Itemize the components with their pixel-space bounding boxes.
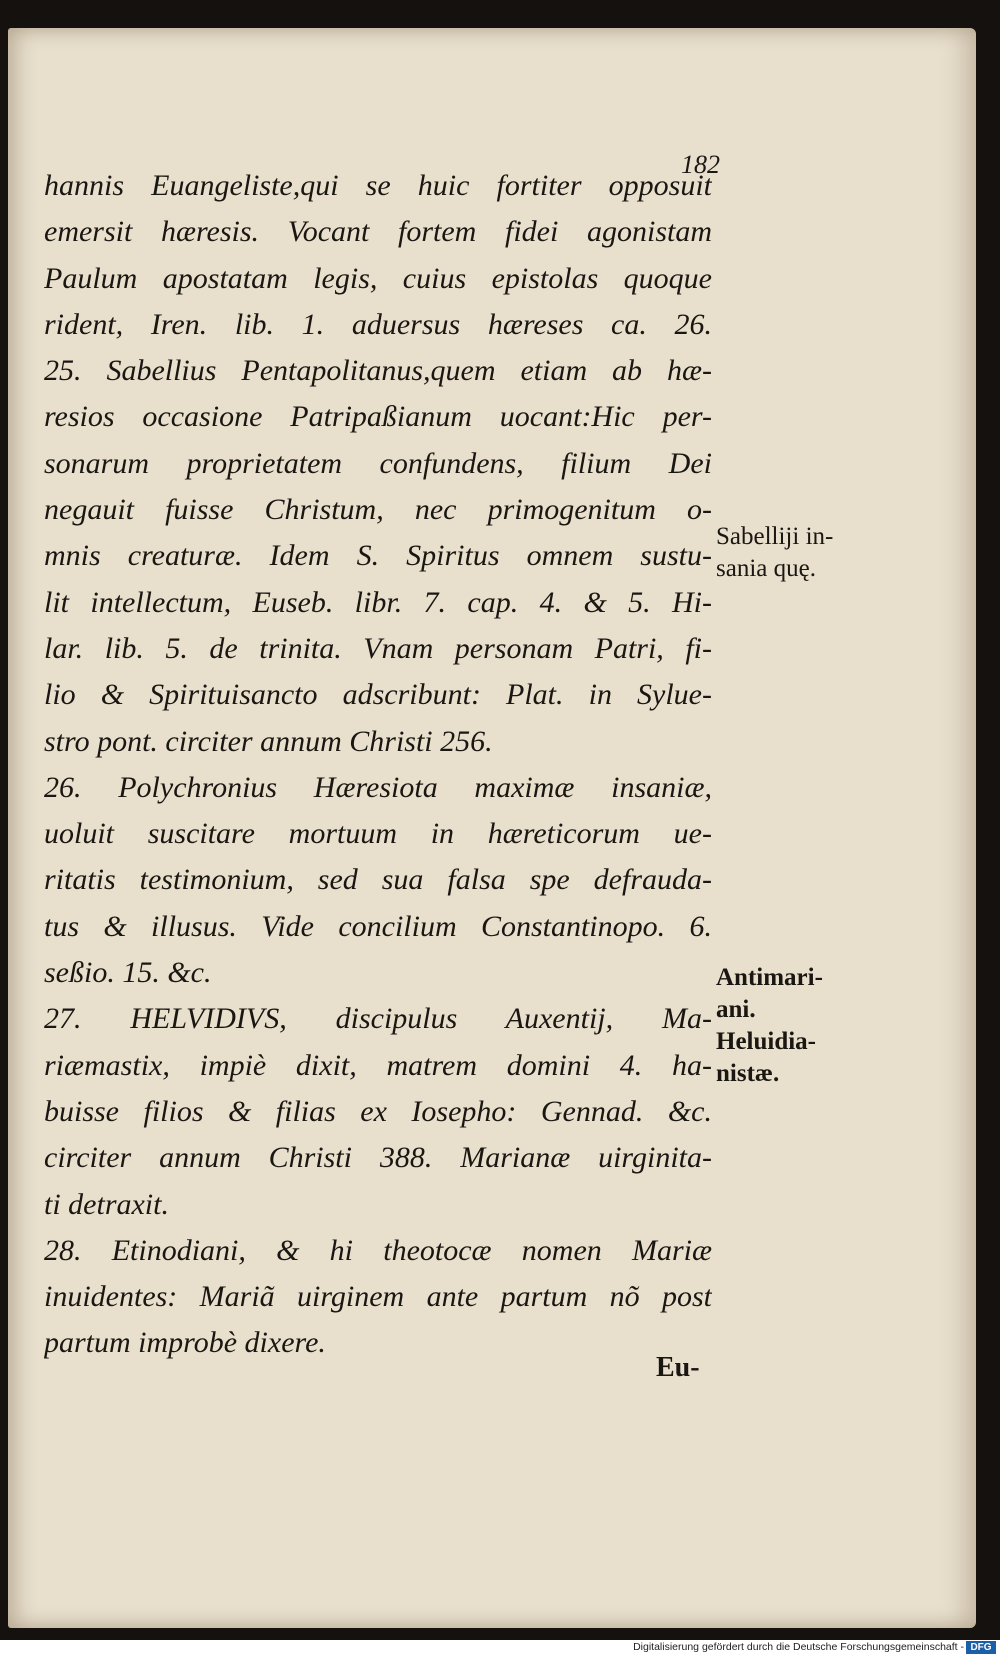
margin-line: ani. bbox=[716, 996, 756, 1023]
text-line: emersit hæresis. Vocant fortem fidei agonistam bbox=[44, 215, 712, 249]
text-line: riæmastix, impiè dixit, matrem domini 4. ha- bbox=[44, 1048, 712, 1082]
margin-line: Sabelliji in- bbox=[716, 523, 834, 550]
text-line: buisse filios & filias ex Iosepho: Gennad. &c. bbox=[44, 1094, 712, 1128]
text-line: ti detraxit. bbox=[44, 1187, 169, 1221]
text-line: mnis creaturæ. Idem S. Spiritus omnem sustu- bbox=[44, 539, 712, 573]
margin-line: Antimari- bbox=[716, 964, 823, 991]
margin-line: sania quę. bbox=[716, 555, 816, 582]
dfg-logo-icon: DFG bbox=[966, 1641, 996, 1654]
text-line: ritatis testimonium, sed sua falsa spe defrauda- bbox=[44, 863, 712, 897]
text-line: rident, Iren. lib. 1. aduersus hæreses ca. 26. bbox=[44, 307, 712, 341]
text-line: Paulum apostatam legis, cuius epistolas quoque bbox=[44, 261, 712, 295]
text-line: negauit fuisse Christum, nec primogenitum o- bbox=[44, 493, 712, 527]
text-line: lar. lib. 5. de trinita. Vnam personam Patri, fi- bbox=[44, 631, 712, 665]
text-line: partum improbè dixere. bbox=[44, 1326, 326, 1360]
text-line: 28. Etinodiani, & hi theotocæ nomen Mariæ bbox=[44, 1233, 712, 1267]
text-line: tus & illusus. Vide concilium Constantinopo. 6. bbox=[44, 909, 712, 943]
body-text bbox=[44, 163, 712, 1367]
text-line: 26. Polychronius Hæresiota maximæ insaniæ, bbox=[44, 770, 712, 804]
page-number: 182 bbox=[681, 150, 720, 179]
text-line: uoluit suscitare mortuum in hæreticorum ue- bbox=[44, 817, 712, 851]
text-line: hannis Euangeliste,qui se huic fortiter opposuit bbox=[44, 169, 712, 202]
margin-line: Heluidia- bbox=[716, 1028, 817, 1055]
text-line: circiter annum Christi 388. Marianæ uirginita- bbox=[44, 1141, 712, 1175]
text-line: 25. Sabellius Pentapolitanus,quem etiam ab hæ- bbox=[44, 354, 712, 388]
margin-line: nistæ. bbox=[716, 1060, 780, 1087]
text-line: inuidentes: Mariã uirginem ante partum nõ post bbox=[44, 1280, 712, 1314]
text-line: resios occasione Patripaßianum uocant:Hic per- bbox=[44, 400, 712, 434]
margin-note-helvidius bbox=[716, 962, 891, 1090]
text-line: 27. HELVIDIVS, discipulus Auxentij, Ma- bbox=[44, 1002, 712, 1036]
text-line: lio & Spirituisancto adscribunt: Plat. in Sylue- bbox=[44, 678, 712, 712]
text-line: stro pont. circiter annum Christi 256. bbox=[44, 724, 493, 758]
margin-note-sabellius bbox=[716, 521, 891, 585]
catchword: Eu- bbox=[656, 1352, 700, 1383]
text-line: seßio. 15. &c. bbox=[44, 956, 212, 990]
text-line: lit intellectum, Euseb. libr. 7. cap. 4. & 5. Hi- bbox=[44, 585, 712, 619]
text-line: sonarum proprietatem confundens, filium Dei bbox=[44, 446, 712, 480]
footer-credit: Digitalisierung gefördert durch die Deutsche Forschungsgemeinschaft - bbox=[633, 1641, 964, 1653]
